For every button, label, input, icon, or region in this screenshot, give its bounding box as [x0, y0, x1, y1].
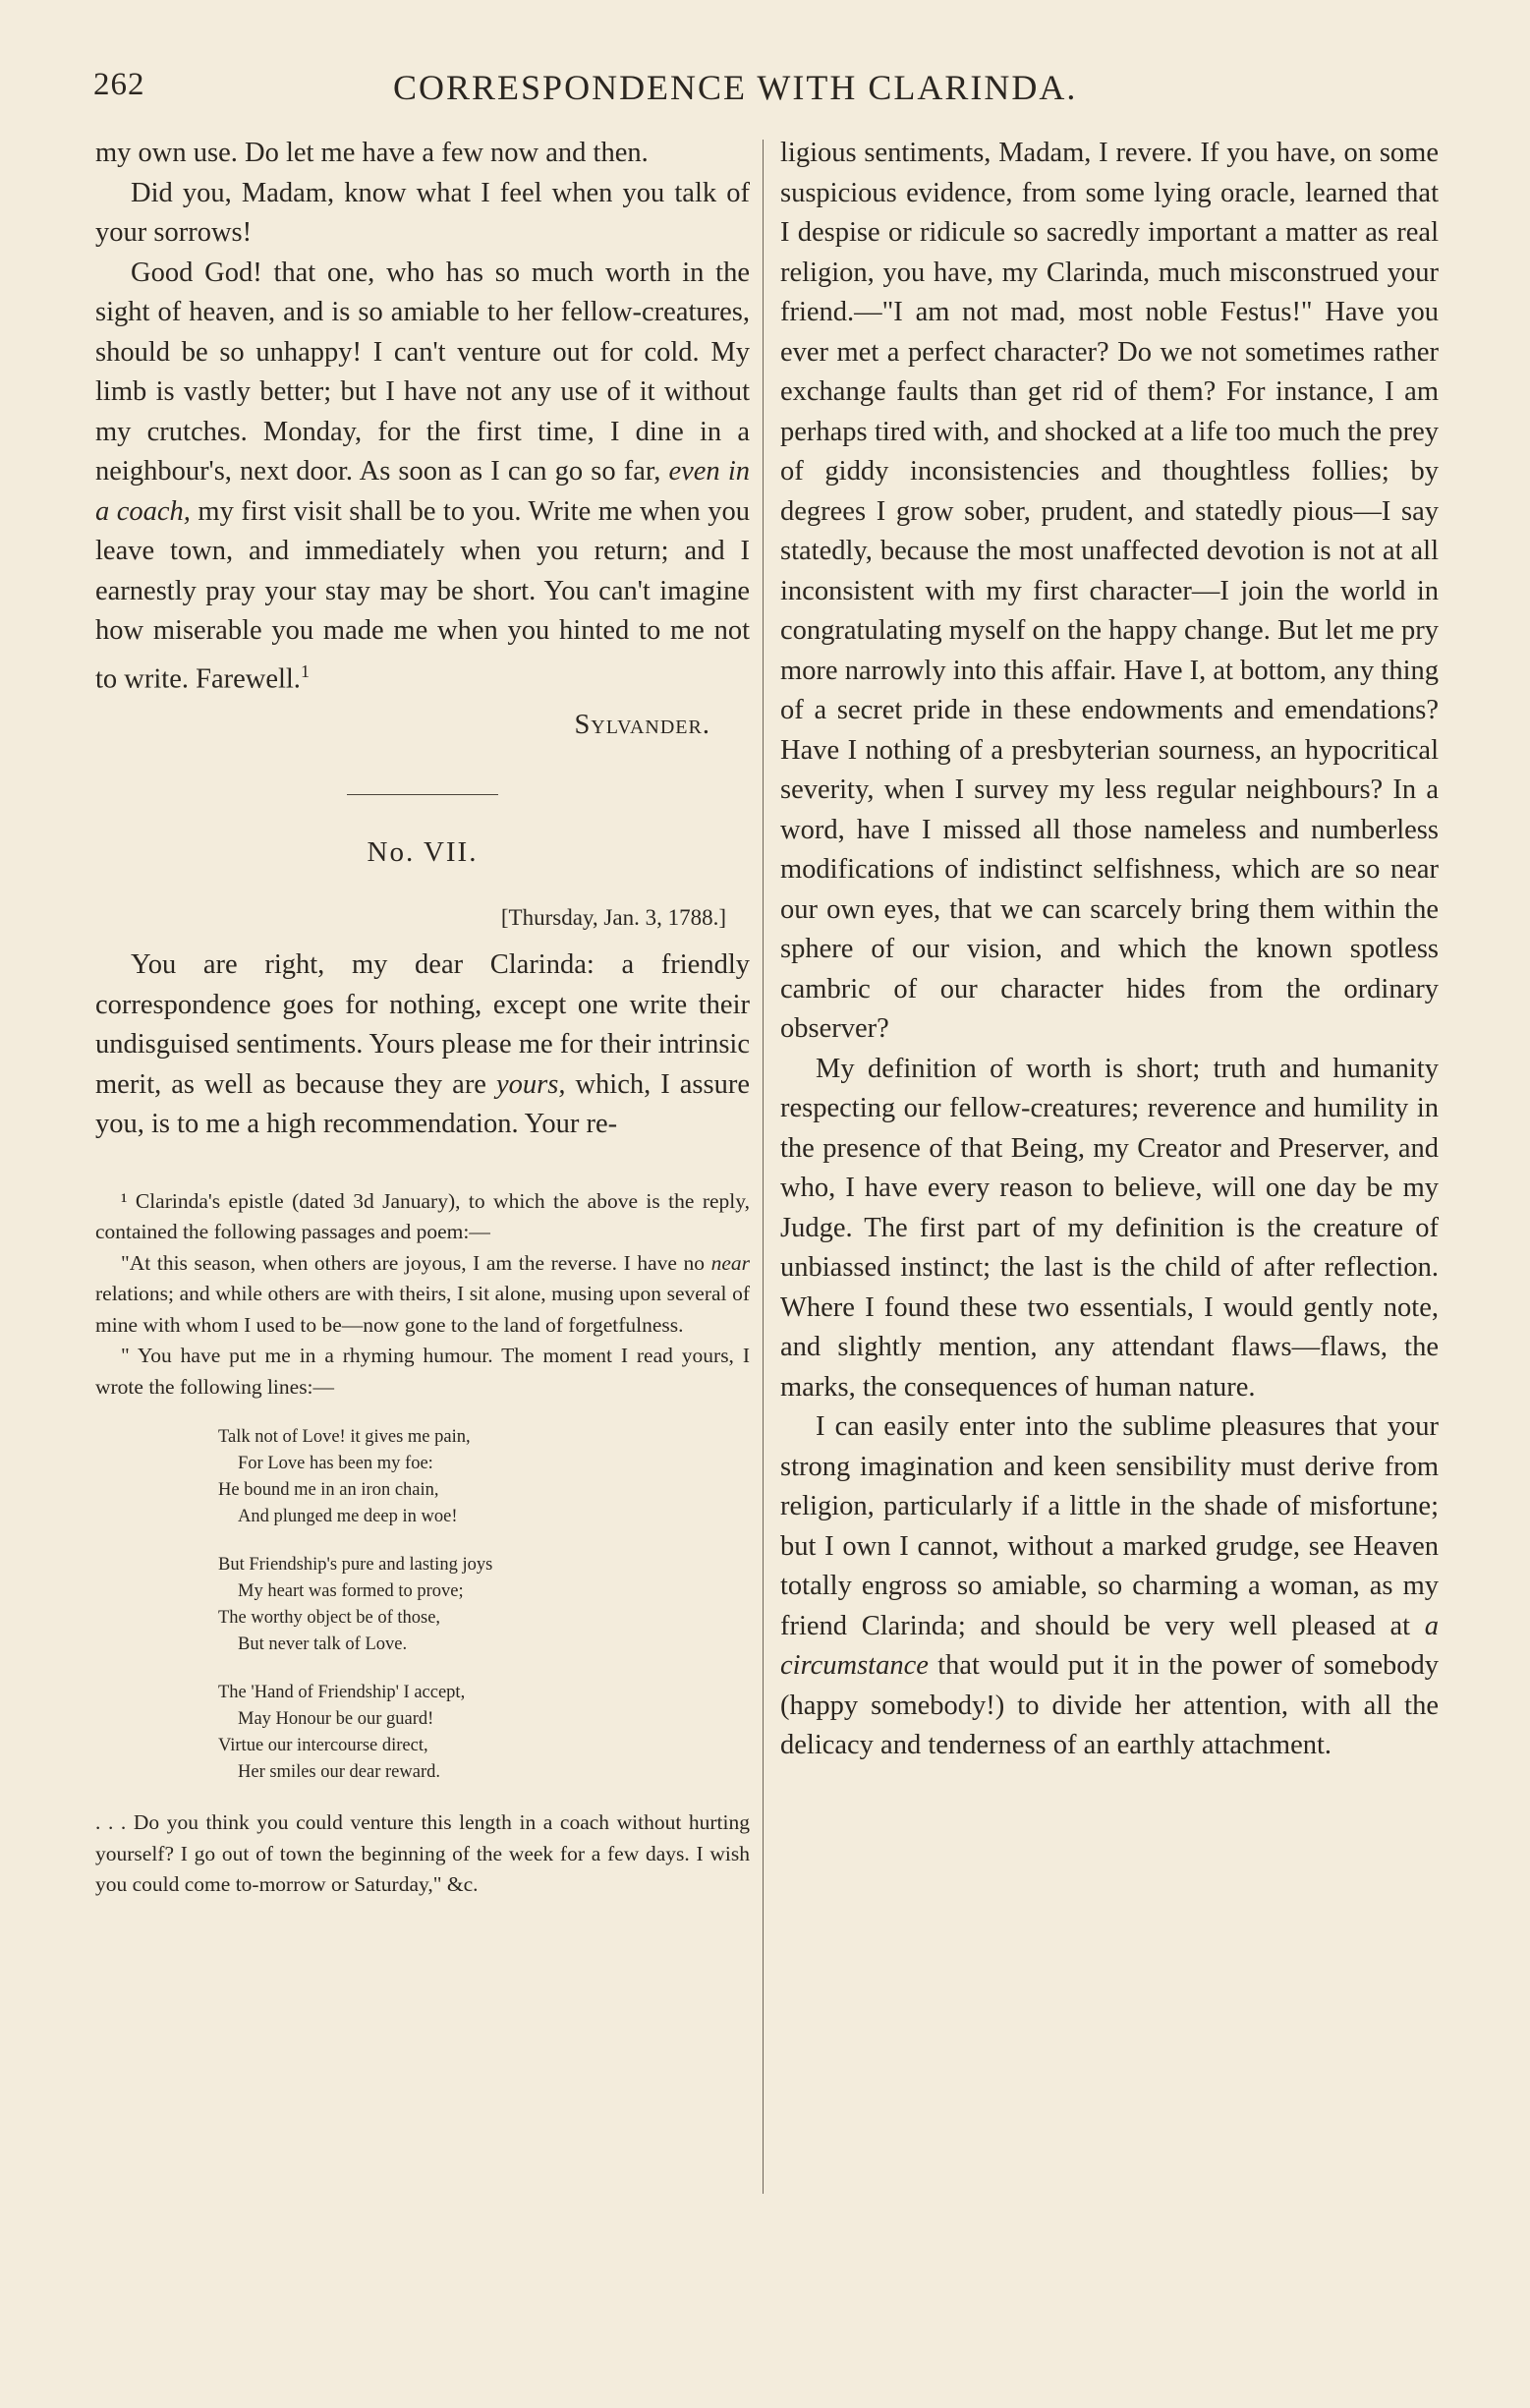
poem-line: But Friendship's pure and lasting joys [218, 1555, 493, 1575]
paragraph: my own use. Do let me have a few now and then. [95, 138, 649, 168]
text-run: Good God! that one, who has so much worth in the sight of heaven, and is so amiable to her fellow-creatures, should be so unhappy! I can't venture out for cold. My limb is vastly better; but I have not any use of it without my crutches. Monday, for the first time, I dine in a neighbour's, next door. As soon as I can go so far, [95, 257, 750, 487]
poem-line: The worthy object be of those, [218, 1608, 441, 1628]
footnote [95, 1186, 750, 1901]
dateline: [Thursday, Jan. 3, 1788.] [500, 904, 726, 930]
text-run: that would put it in the power of somebody (happy somebody!) to divide her attention, with all the delicacy and tenderness of an earthly attachment. [780, 1650, 1439, 1760]
footnote-text: ¹ Clarinda's epistle (dated 3d January), to which the above is the reply, contained the following passages and poem:— [95, 1188, 750, 1243]
emphasis: even in a coach, [95, 456, 750, 527]
footnote-text: . . . Do you think you could venture this length in a coach without hurting yourself? I go out of town the beginning of the week for a few days. I wish you could come to-morrow or Saturday," &c. [95, 1810, 750, 1896]
running-title: CORRESPONDENCE WITH CLARINDA. [393, 68, 1078, 107]
text-run: my first visit shall be to you. Write me when you leave town, and immediately when you return; and I earnestly pray your stay may be short. You can't imagine how miserable you made me when you hinted to me not to write. Farewell. [95, 495, 750, 694]
poem-line: May Honour be our guard! [238, 1709, 434, 1729]
page-header [93, 67, 1440, 116]
left-column [95, 134, 750, 1901]
poem-line: But never talk of Love. [238, 1634, 408, 1654]
text-run: which, I assure you, is to me a high recommendation. Your re- [95, 1068, 750, 1139]
text-run: relations; and while others are with theirs, I sit alone, musing upon several of mine with whom I used to be—now gone to the land of forgetfulness. [95, 1282, 750, 1337]
poem-line: My heart was formed to prove; [238, 1581, 464, 1601]
paragraph: ligious sentiments, Madam, I revere. If you have, on some suspicious evidence, from some lying oracle, learned that I despise or ridicule so sacredly important a matter as real religion, you have, my Clarinda, much misconstrued your friend.—"I am not mad, most noble Festus!" Have you ever met a perfect character? Do we not sometimes rather exchange faults than get rid of them? For instance, I am perhaps tired with, and shocked at a life too much the prey of giddy inconsistencies and thoughtless follies; by degrees I grow sober, prudent, and statedly pious—I say statedly, because the most unaffected devotion is not at all inconsistent with my first character—I join the world in congratulating myself on the happy change. But let me pry more narrowly into this affair. Have I, at bottom, any thing of a secret pride in these endowments and emendations? Have I nothing of a presbyterian sourness, an hypocritical severity, when I survey my less regular neighbours? In a word, have I missed all those nameless and numberless modifications of indistinct selfishness, which are so near our own eyes, that we can scarcely bring them within the sphere of our vision, and which the known spotless cambric of our character hides from the ordinary observer? [780, 138, 1439, 1044]
poem-line: The 'Hand of Friendship' I accept, [218, 1683, 466, 1702]
text-run: "At this season, when others are joyous, I am the reverse. I have no [121, 1250, 711, 1275]
footnote-text [95, 1248, 750, 1342]
poem-line: He bound me in an iron chain, [218, 1480, 439, 1500]
emphasis: yours, [495, 1068, 566, 1100]
poem-stanza [218, 1552, 750, 1658]
emphasis: near [710, 1250, 750, 1275]
paragraph: My definition of worth is short; truth and humanity respecting our fellow-creatures; reverence and humility in the presence of that Being, my Creator and Preserver, and who, I have every reason to believe, will one day be my Judge. The first part of my definition is the creature of unbiassed instinct; the last is the child of after reflection. Where I found these two essentials, I would gently note, and slightly mention, any attendant flaws—flaws, the marks, the consequences of human nature. [780, 1053, 1439, 1403]
footnote-text: " You have put me in a rhyming humour. The moment I read yours, I wrote the following lines:— [95, 1344, 750, 1399]
paragraph [95, 254, 750, 700]
footnote-marker: 1 [300, 660, 310, 681]
emphasis: a circumstance [780, 1610, 1439, 1681]
page-number: 262 [93, 67, 145, 102]
paragraph [95, 946, 750, 1145]
poem-stanza [218, 1424, 750, 1530]
text-run: I can easily enter into the sublime pleasures that your strong imagination and keen sensibility must derive from religion, particularly if a little in the shade of misfortune; but I own I cannot, without a marked grudge, see Heaven totally engross so amiable, so charming a woman, as my friend Clarinda; and should be very well pleased at [780, 1411, 1439, 1641]
text-run: You are right, my dear Clarinda: a friendly correspondence goes for nothing, except one write their undisguised sentiments. Yours please me for their intrinsic merit, as well as because they are [95, 949, 750, 1100]
right-column [780, 134, 1439, 1766]
poem-stanza [218, 1680, 750, 1786]
paragraph: Did you, Madam, know what I feel when you talk of your sorrows! [95, 177, 750, 248]
poem-line: And plunged me deep in woe! [238, 1507, 458, 1526]
poem-line: Her smiles our dear reward. [238, 1762, 440, 1782]
letter-heading: No. VII. [367, 836, 479, 868]
poem [218, 1424, 750, 1786]
section-divider [347, 794, 498, 795]
paragraph [780, 1407, 1439, 1766]
poem-line: Talk not of Love! it gives me pain, [218, 1427, 471, 1447]
signature: Sylvander. [574, 709, 710, 740]
poem-line: For Love has been my foe: [238, 1454, 433, 1473]
column-rule [763, 140, 764, 2194]
poem-line: Virtue our intercourse direct, [218, 1736, 428, 1755]
